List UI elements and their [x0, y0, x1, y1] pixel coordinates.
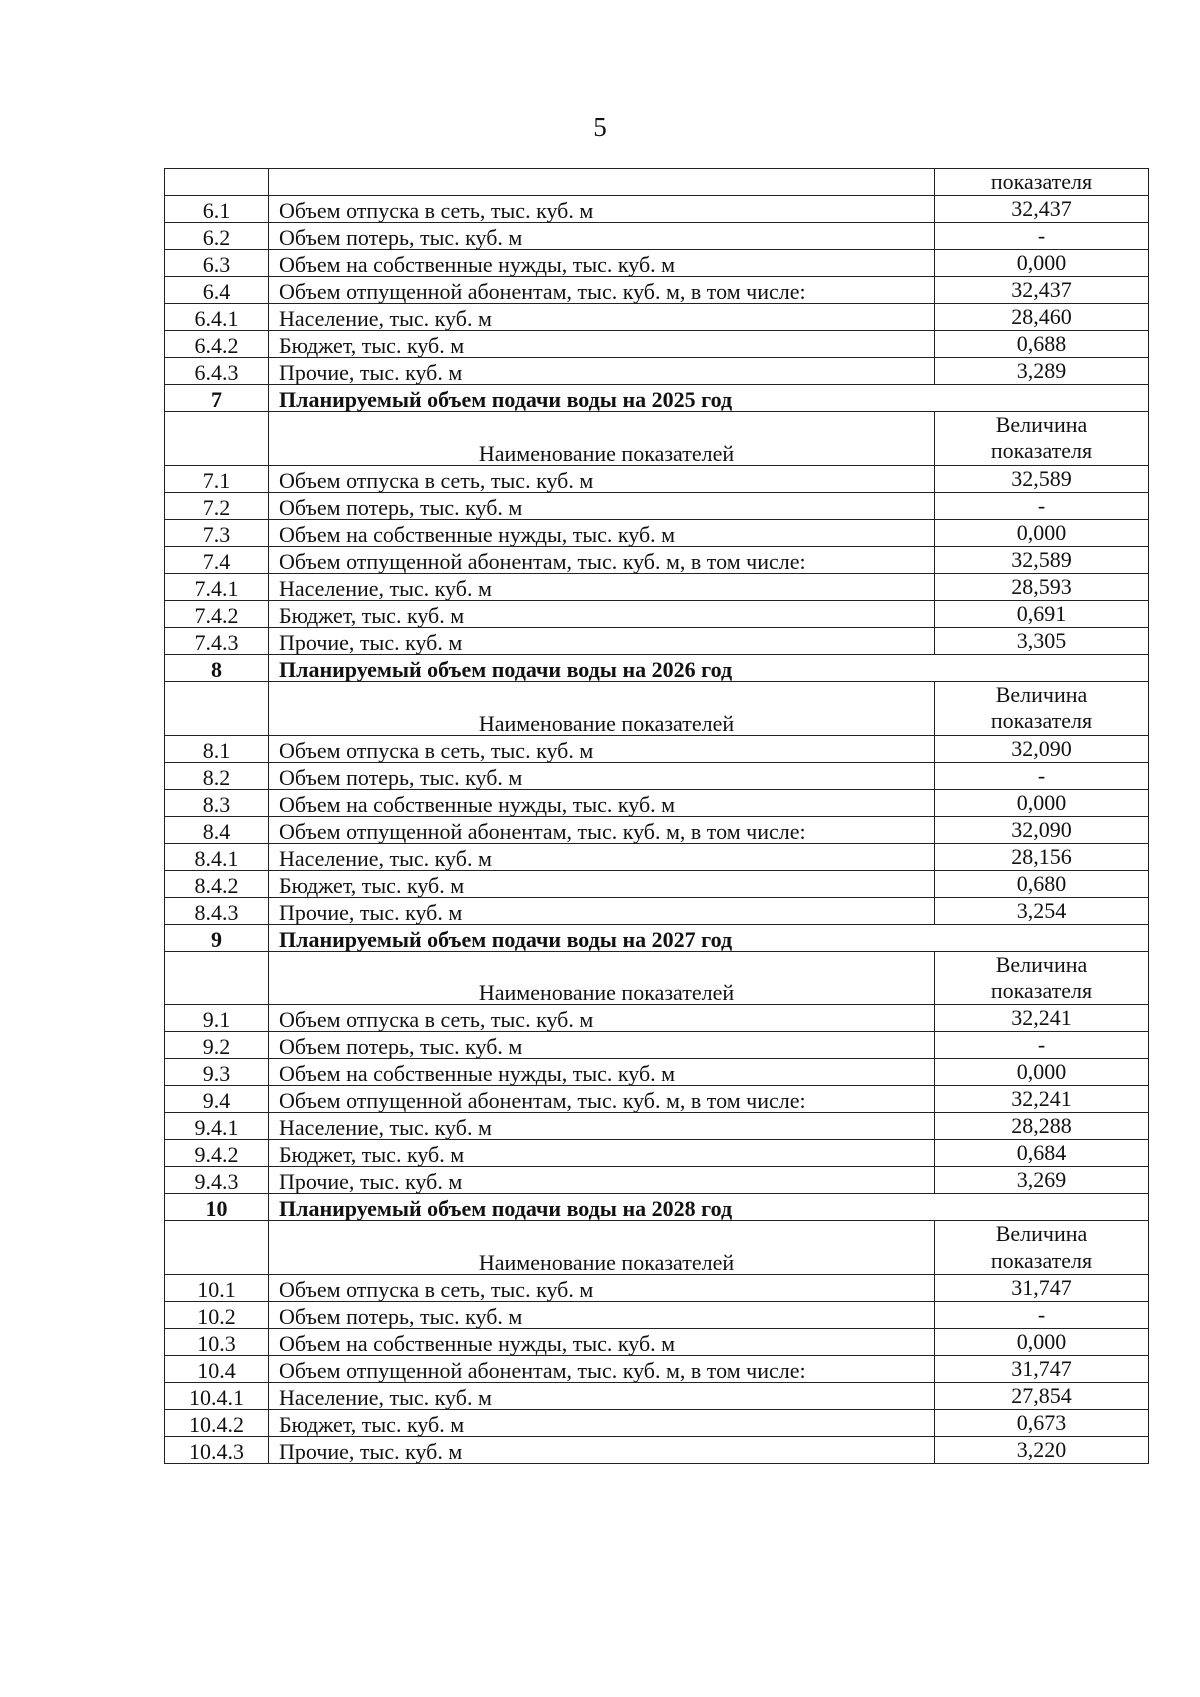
table-row [165, 1140, 1149, 1167]
row-value: - [935, 762, 1149, 789]
row-name: Объем на собственные нужды, тыс. куб. м [269, 519, 935, 546]
table-row [165, 1113, 1149, 1140]
row-name: Прочие, тыс. куб. м [269, 1437, 935, 1464]
empty-cell [165, 169, 269, 196]
row-number: 7.4.1 [165, 573, 269, 600]
row-number: 10.4.2 [165, 1410, 269, 1437]
row-value: 0,684 [935, 1140, 1149, 1167]
row-number: 6.1 [165, 196, 269, 223]
value-header-line1: Величина [995, 951, 1088, 977]
table-row [165, 331, 1149, 358]
table-row [165, 546, 1149, 573]
row-number: 10.2 [165, 1302, 269, 1329]
row-value: 32,241 [935, 1005, 1149, 1032]
row-name: Бюджет, тыс. куб. м [269, 331, 935, 358]
row-value: 0,000 [935, 789, 1149, 816]
row-value: - [935, 223, 1149, 250]
row-number: 8.4.3 [165, 897, 269, 924]
row-number: 6.4.1 [165, 304, 269, 331]
table-row [165, 358, 1149, 385]
empty-cell [165, 681, 269, 735]
row-name: Бюджет, тыс. куб. м [269, 870, 935, 897]
row-number: 8.4 [165, 816, 269, 843]
row-name: Объем отпуска в сеть, тыс. куб. м [269, 465, 935, 492]
value-header-line1: Величина [995, 412, 1088, 437]
row-number: 7.4 [165, 546, 269, 573]
row-name: Объем потерь, тыс. куб. м [269, 492, 935, 519]
row-name: Объем потерь, тыс. куб. м [269, 1032, 935, 1059]
row-number: 7.4.3 [165, 627, 269, 654]
name-column-header: Наименование показателей [269, 1221, 935, 1275]
section-title: Планируемый объем подачи воды на 2027 год [269, 924, 1149, 951]
row-value: 3,254 [935, 897, 1149, 924]
row-value: 0,000 [935, 250, 1149, 277]
row-name: Прочие, тыс. куб. м [269, 897, 935, 924]
table-row [165, 1086, 1149, 1113]
row-value: 32,589 [935, 546, 1149, 573]
table-row [165, 492, 1149, 519]
table-row [165, 250, 1149, 277]
name-column-header: Наименование показателей [269, 412, 935, 466]
table-row [165, 843, 1149, 870]
section-title-row [165, 385, 1149, 412]
table-row [165, 223, 1149, 250]
table-row [165, 816, 1149, 843]
section-title: Планируемый объем подачи воды на 2025 год [269, 385, 1149, 412]
row-name: Население, тыс. куб. м [269, 573, 935, 600]
section-title-row [165, 1194, 1149, 1221]
row-name: Бюджет, тыс. куб. м [269, 600, 935, 627]
name-column-header: Наименование показателей [269, 951, 935, 1005]
value-header-line2: показателя [990, 708, 1093, 734]
row-value: 0,673 [935, 1410, 1149, 1437]
column-header-row [165, 951, 1149, 1005]
table-row [165, 1005, 1149, 1032]
row-name: Объем отпущенной абонентам, тыс. куб. м, в том числе: [269, 816, 935, 843]
table-row [165, 465, 1149, 492]
table-row [165, 897, 1149, 924]
row-value: 32,241 [935, 1086, 1149, 1113]
table-row [165, 870, 1149, 897]
value-header-line1: Величина [995, 681, 1088, 707]
table-row [165, 1356, 1149, 1383]
value-header-line2: показателя [990, 977, 1093, 1003]
empty-cell [165, 1221, 269, 1275]
table-row [165, 1032, 1149, 1059]
table-row [165, 1410, 1149, 1437]
row-value: 3,220 [935, 1437, 1149, 1464]
section-number: 9 [165, 924, 269, 951]
row-number: 9.4.2 [165, 1140, 269, 1167]
row-number: 6.4 [165, 277, 269, 304]
table-row [165, 304, 1149, 331]
empty-cell [269, 169, 935, 196]
table-row [165, 600, 1149, 627]
row-value: 32,090 [935, 735, 1149, 762]
row-name: Население, тыс. куб. м [269, 1383, 935, 1410]
water-supply-table [164, 168, 1149, 1464]
table-row [165, 1275, 1149, 1302]
row-value: 28,156 [935, 843, 1149, 870]
table-row [165, 196, 1149, 223]
name-column-header: Наименование показателей [269, 681, 935, 735]
row-name: Объем на собственные нужды, тыс. куб. м [269, 789, 935, 816]
value-column-header [935, 951, 1149, 1005]
table-row [165, 1329, 1149, 1356]
row-name: Объем отпущенной абонентам, тыс. куб. м, в том числе: [269, 546, 935, 573]
row-name: Объем отпущенной абонентам, тыс. куб. м, в том числе: [269, 1086, 935, 1113]
row-name: Объем на собственные нужды, тыс. куб. м [269, 1329, 935, 1356]
row-number: 7.4.2 [165, 600, 269, 627]
row-name: Объем отпуска в сеть, тыс. куб. м [269, 1005, 935, 1032]
value-header-line2: показателя [990, 438, 1093, 464]
row-value: 27,854 [935, 1383, 1149, 1410]
row-number: 9.1 [165, 1005, 269, 1032]
row-name: Объем потерь, тыс. куб. м [269, 762, 935, 789]
row-name: Прочие, тыс. куб. м [269, 627, 935, 654]
section-title-row [165, 924, 1149, 951]
row-number: 9.3 [165, 1059, 269, 1086]
table-row [165, 1437, 1149, 1464]
value-column-header [935, 681, 1149, 735]
table-row [165, 519, 1149, 546]
row-value: 0,000 [935, 1329, 1149, 1356]
row-name: Объем отпущенной абонентам, тыс. куб. м, в том числе: [269, 1356, 935, 1383]
row-name: Объем на собственные нужды, тыс. куб. м [269, 250, 935, 277]
row-number: 7.1 [165, 465, 269, 492]
row-value: 3,269 [935, 1167, 1149, 1194]
row-number: 10.3 [165, 1329, 269, 1356]
section-number: 8 [165, 654, 269, 681]
row-name: Объем отпуска в сеть, тыс. куб. м [269, 196, 935, 223]
row-number: 8.2 [165, 762, 269, 789]
row-number: 6.4.3 [165, 358, 269, 385]
row-number: 10.1 [165, 1275, 269, 1302]
row-name: Объем отпущенной абонентам, тыс. куб. м, в том числе: [269, 277, 935, 304]
row-number: 7.2 [165, 492, 269, 519]
row-value: 0,680 [935, 870, 1149, 897]
row-name: Объем отпуска в сеть, тыс. куб. м [269, 735, 935, 762]
section-number: 10 [165, 1194, 269, 1221]
section-title: Планируемый объем подачи воды на 2028 год [269, 1194, 1149, 1221]
table-row [165, 627, 1149, 654]
table-row [165, 277, 1149, 304]
column-header-row [165, 681, 1149, 735]
empty-cell [165, 412, 269, 466]
row-value: 32,437 [935, 277, 1149, 304]
row-number: 6.2 [165, 223, 269, 250]
row-name: Население, тыс. куб. м [269, 1113, 935, 1140]
row-value: 0,000 [935, 519, 1149, 546]
row-value: - [935, 1302, 1149, 1329]
row-value: 28,593 [935, 573, 1149, 600]
row-number: 8.4.1 [165, 843, 269, 870]
column-header-row [165, 1221, 1149, 1275]
row-value: 31,747 [935, 1275, 1149, 1302]
row-value: 3,305 [935, 627, 1149, 654]
row-number: 7.3 [165, 519, 269, 546]
row-number: 9.4 [165, 1086, 269, 1113]
table-row [165, 762, 1149, 789]
row-value: 0,688 [935, 331, 1149, 358]
table-row [165, 573, 1149, 600]
value-header-cell: показателя [935, 169, 1149, 196]
row-number: 10.4 [165, 1356, 269, 1383]
row-number: 8.1 [165, 735, 269, 762]
table-body [165, 169, 1149, 1464]
table-row [165, 1383, 1149, 1410]
section-title-row [165, 654, 1149, 681]
row-name: Объем отпуска в сеть, тыс. куб. м [269, 1275, 935, 1302]
row-value: 0,000 [935, 1059, 1149, 1086]
section-number: 7 [165, 385, 269, 412]
column-header-row [165, 412, 1149, 466]
row-number: 9.2 [165, 1032, 269, 1059]
row-number: 10.4.1 [165, 1383, 269, 1410]
row-name: Прочие, тыс. куб. м [269, 358, 935, 385]
row-value: 32,437 [935, 196, 1149, 223]
row-number: 8.4.2 [165, 870, 269, 897]
row-value: 32,589 [935, 465, 1149, 492]
empty-cell [165, 951, 269, 1005]
row-value: - [935, 1032, 1149, 1059]
continuation-header-row [165, 169, 1149, 196]
row-value: 0,691 [935, 600, 1149, 627]
row-value: 3,289 [935, 358, 1149, 385]
value-column-header [935, 1221, 1149, 1275]
row-name: Население, тыс. куб. м [269, 843, 935, 870]
row-name: Объем потерь, тыс. куб. м [269, 1302, 935, 1329]
table-row [165, 1167, 1149, 1194]
section-title: Планируемый объем подачи воды на 2026 год [269, 654, 1149, 681]
row-name: Объем на собственные нужды, тыс. куб. м [269, 1059, 935, 1086]
table-row [165, 789, 1149, 816]
row-number: 10.4.3 [165, 1437, 269, 1464]
table-row [165, 1059, 1149, 1086]
row-value: - [935, 492, 1149, 519]
row-number: 9.4.3 [165, 1167, 269, 1194]
row-value: 28,288 [935, 1113, 1149, 1140]
value-header-line2: показателя [990, 1247, 1093, 1273]
row-name: Население, тыс. куб. м [269, 304, 935, 331]
row-name: Бюджет, тыс. куб. м [269, 1140, 935, 1167]
row-number: 6.3 [165, 250, 269, 277]
row-number: 6.4.2 [165, 331, 269, 358]
page-number: 5 [593, 112, 607, 142]
row-number: 8.3 [165, 789, 269, 816]
row-name: Объем потерь, тыс. куб. м [269, 223, 935, 250]
row-value: 31,747 [935, 1356, 1149, 1383]
value-header-line1: Величина [995, 1221, 1088, 1247]
value-column-header [935, 412, 1149, 466]
row-name: Бюджет, тыс. куб. м [269, 1410, 935, 1437]
row-value: 32,090 [935, 816, 1149, 843]
row-number: 9.4.1 [165, 1113, 269, 1140]
table-row [165, 1302, 1149, 1329]
row-value: 28,460 [935, 304, 1149, 331]
table-row [165, 735, 1149, 762]
row-name: Прочие, тыс. куб. м [269, 1167, 935, 1194]
